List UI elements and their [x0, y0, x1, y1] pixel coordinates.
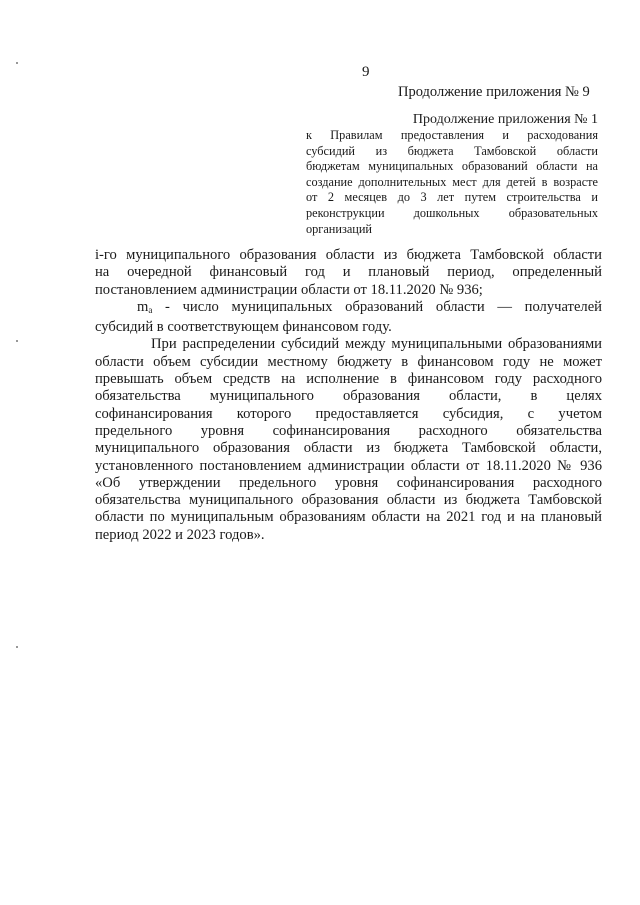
text-line: «Об утверждении предельного уровня софинансирования расходного — [95, 474, 602, 491]
scan-speck — [16, 646, 18, 648]
text-line: области по муниципальным образованиям области на 2021 год и на плановый — [95, 509, 602, 526]
text-line: на очередной финансовый год и плановый период, определенный — [95, 264, 602, 281]
formula-symbol: m — [137, 298, 149, 315]
text-line: превышать объем средств на исполнение в финансовом году расходного — [95, 371, 602, 388]
text-line: установленного постановлением администрации области от 18.11.2020 № 936 — [95, 457, 602, 474]
scan-speck — [16, 340, 18, 342]
text-line: софинансирования которого предоставляется субсидия, с учетом — [95, 405, 602, 422]
text-line: период 2022 и 2023 годов». — [95, 526, 265, 543]
formula-subscript: a — [148, 304, 153, 315]
text-line: субсидий в соответствующем финансовом году. — [95, 319, 392, 336]
annex-reference-block — [306, 111, 598, 237]
annex-line: к Правилам предоставления и расходования — [306, 128, 598, 142]
text-line: обязательства муниципального образования области, в целях — [95, 388, 602, 405]
scan-speck — [16, 62, 18, 64]
text-line — [95, 299, 602, 319]
text-span: - число муниципальных образований области — получателей — [152, 298, 602, 315]
document-body — [95, 247, 602, 544]
text-line: предельного уровня софинансирования расходного обязательства — [95, 422, 602, 439]
annex-line: организаций — [306, 221, 373, 236]
paragraph-1 — [95, 247, 602, 299]
paragraph-3 — [95, 336, 602, 544]
text-line: области объем субсидии местному бюджету в финансовом году не может — [95, 353, 602, 370]
annex-line: создание дополнительных мест для детей в возрасте — [306, 174, 598, 189]
text-line: муниципального образования области из бюджета Тамбовской области, — [95, 440, 602, 457]
text-line: обязательства муниципального образования области из бюджета Тамбовской — [95, 492, 602, 509]
annex-line: субсидий из бюджета Тамбовской области — [306, 143, 598, 158]
annex-line: бюджетам муниципальных образований области на — [306, 159, 598, 174]
text-line: При распределении субсидий между муниципальными образованиями — [151, 336, 602, 353]
text-line: i-го муниципального образования области из бюджета Тамбовской области — [95, 247, 602, 263]
annex-line: от 2 месяцев до 3 лет путем строительства и — [306, 190, 598, 205]
page-number: 9 — [362, 64, 370, 80]
annex-title: Продолжение приложения № 1 — [412, 112, 598, 127]
continuation-header: Продолжение приложения № 9 — [398, 84, 590, 100]
paragraph-2 — [95, 299, 602, 337]
text-line: постановлением администрации области от 18.11.2020 № 936; — [95, 281, 483, 298]
annex-line: реконструкции дошкольных образовательных — [306, 205, 598, 220]
